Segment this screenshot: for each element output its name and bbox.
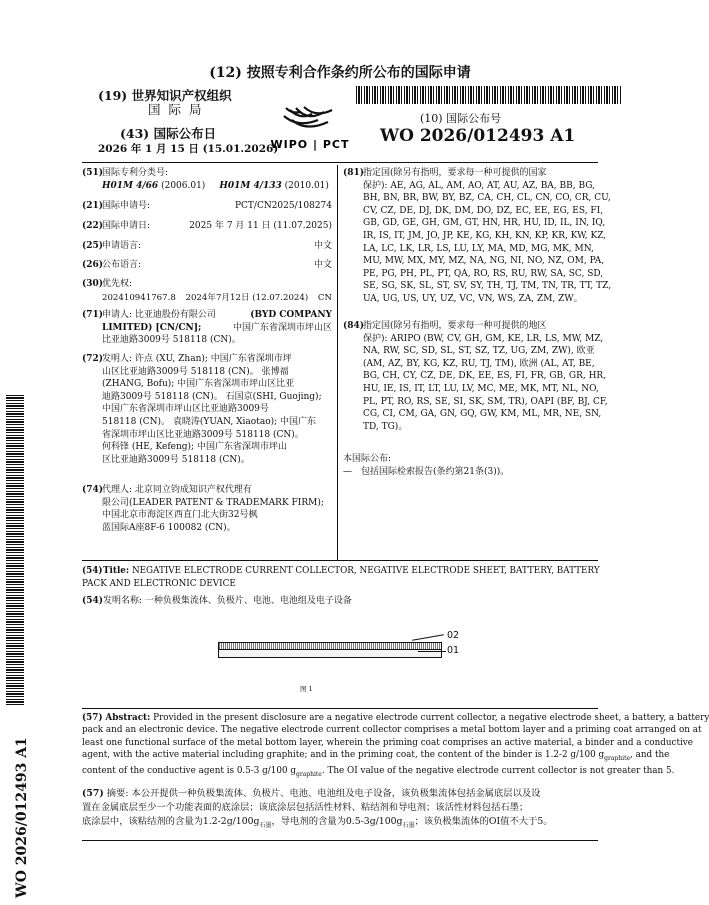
logo-text: WIPO | PCT <box>270 138 350 151</box>
field-line: PL, PT, RO, RS, SE, SI, SK, SM, TR), OAPI (BF, BJ, CF, <box>363 396 608 407</box>
abstract-line: agent, with the active material including graphite; and in the priming coat, the content of the binder is 1.2-2 g/100 g <box>82 750 605 761</box>
field-number: (71) <box>82 310 104 320</box>
field-line: 中国广东省深圳市坪山区比亚迪路3009号 <box>102 404 269 415</box>
title-cn-label: 发明名称: <box>103 596 143 606</box>
field-30-priority <box>82 278 332 304</box>
field-line: 保护): AE, AG, AL, AM, AO, AT, AU, AZ, BA, BB, BG, <box>363 180 595 191</box>
publication-number: WO 2026/012493 A1 <box>380 126 576 146</box>
field-line: 指定国(除另有指明，要求每一种可提供的地区 <box>363 321 547 331</box>
priority-country: CN <box>317 293 332 303</box>
subscript: 石墨 <box>259 821 272 829</box>
field-74-agent <box>82 484 332 536</box>
applicant-name-en-cont: LIMITED) [CN/CN]; <box>102 322 202 333</box>
field-line: 518118 (CN)。 袁晓涛(YUAN, Xiaotao); 中国广东 <box>102 416 317 427</box>
field-line: 区比亚迪路3009号 518118 (CN)。 <box>102 454 250 465</box>
field-line: (AM, AZ, BY, KG, KZ, RU, TJ, TM), 欧洲 (AL, AT, BE, <box>363 358 595 369</box>
field-line: 限公司(LEADER PATENT & TRADEMARK FIRM); <box>102 497 324 508</box>
field-line: NA, RW, SC, SD, SL, ST, SZ, TZ, UG, ZM, ZW), 欧亚 <box>363 346 595 357</box>
field-line: SE, SG, SK, SL, ST, SV, SY, TH, TJ, TM, TN, TR, TT, TZ, <box>363 281 612 292</box>
field-number: (81) <box>343 168 365 178</box>
field-label: 申请语言: <box>102 241 142 251</box>
title-label: Title: <box>103 566 130 576</box>
document-title: (12) 按照专利合作条约所公布的国际申请 <box>209 65 471 81</box>
field-84-designated-states-regional <box>343 320 608 438</box>
abstract-line: Provided in the present disclosure are a negative electrode current collector, a negative electrode sheet, a battery, a battery <box>153 713 709 723</box>
field-line: 发明人: 许点 (XU, Zhan); 中国广东省深圳市坪 <box>102 354 292 364</box>
abstract-cn <box>82 787 598 833</box>
applicant-address-cont: 比亚迪路3009号 518118 (CN)。 <box>102 335 241 346</box>
field-22-filing-date <box>82 220 332 233</box>
field-number: (54) <box>82 596 104 606</box>
field-line: PE, PG, PH, PL, PT, QA, RO, RS, RU, RW, SA, SC, SD, <box>363 268 604 279</box>
leader-line-02 <box>412 634 444 641</box>
field-line: TD, TG)。 <box>363 421 408 432</box>
field-line: LA, LC, LK, LR, LS, LU, LY, MA, MD, MG, MK, MN, <box>363 243 594 254</box>
abstract-divider <box>82 840 598 841</box>
applicant-name-en: (BYD COMPANY <box>250 310 332 320</box>
field-line: MU, MW, MX, MY, MZ, NA, NG, NI, NO, NZ, OM, PA, <box>363 256 605 267</box>
field-line: 迪路3009号 518118 (CN)。 石国京(SHI, Guojing); <box>102 391 322 402</box>
title-cn: 一种负极集流体、负极片、电池、电池组及电子设备 <box>144 596 352 606</box>
field-line: 山区比亚迪路3009号 518118 (CN)。 张博福 <box>102 366 289 377</box>
field-line: GB, GD, GE, GH, GM, GT, HN, HR, HU, ID, IL, IN, IQ, <box>363 218 606 229</box>
metal-bottom-layer <box>219 650 441 657</box>
field-value: 2025 年 7 月 11 日 (11.07.2025) <box>189 221 332 231</box>
field-number: (25) <box>82 241 104 251</box>
applicant-name-cn: 申请人: 比亚迪股份有限公司 <box>102 310 216 320</box>
figure-current-collector <box>218 642 442 658</box>
field-line: IR, IS, IT, JM, JO, JP, KE, KG, KH, KN, KP, KR, KW, KZ, <box>363 230 607 241</box>
field-54-title-cn <box>82 595 598 609</box>
field-number: (22) <box>82 221 104 231</box>
field-72-inventors <box>82 353 332 469</box>
priming-coat-layer <box>219 643 441 650</box>
title-en-line2: PACK AND ELECTRONIC DEVICE <box>82 578 236 589</box>
wipo-logo <box>270 104 350 154</box>
field-line: 蓝国际A座8F-6 100082 (CN)。 <box>102 522 236 533</box>
field-label: 公布语言: <box>102 260 142 270</box>
abstract-line: 置在金属底层至少一个功能表面的底涂层；该底涂层包括活性材料、粘结剂和导电剂；该活性材料包括石墨； <box>82 802 529 813</box>
figure-divider <box>82 708 598 709</box>
abstract-line: ，导电剂的含量为0.5-3g/100g <box>271 816 403 827</box>
field-label: 国际专利分类号: <box>102 168 169 178</box>
field-line: UA, UG, US, UY, UZ, VC, VN, WS, ZA, ZM, ZW。 <box>363 293 583 304</box>
field-21-application-number <box>82 200 332 213</box>
abstract-line-end: . The OI value of the negative electrode current collector is not greater than 5. <box>321 766 675 777</box>
figure-caption: 图 1 <box>300 685 313 693</box>
field-25-filing-language <box>82 240 332 253</box>
published-with <box>343 453 599 481</box>
published-label: 本国际公布: <box>343 454 392 464</box>
figure-label-02: 02 <box>447 630 460 641</box>
field-number: (72) <box>82 354 104 364</box>
top-barcode <box>356 86 622 104</box>
field-51-classification <box>82 167 332 193</box>
abstract-line: pack and an electronic device. The negative electrode current collector comprises a metal bottom layer and a priming coat arranged on at <box>82 725 702 736</box>
field-value: 中文 <box>313 260 332 270</box>
priority-application-number: 202410941767.8 <box>102 293 176 303</box>
field-label: 国际申请日: <box>102 221 151 231</box>
applicant-address: 中国广东省深圳市坪山区 <box>232 322 332 333</box>
field-label: 优先权: <box>102 279 133 289</box>
field-line: 指定国(除另有指明，要求每一种可提供的国家 <box>363 168 547 178</box>
field-number: (51) <box>82 168 104 178</box>
field-number: (21) <box>82 201 104 211</box>
field-value: PCT/CN2025/108274 <box>234 201 332 211</box>
title-en-line1: NEGATIVE ELECTRODE CURRENT COLLECTOR, NEGATIVE ELECTRODE SHEET, BATTERY, BATTERY <box>131 566 600 576</box>
field-value: 中文 <box>313 241 332 251</box>
field-line: 何科锋 (HE, Kefeng); 中国广东省深圳市坪山 <box>102 442 287 453</box>
abstract-line-end: , and the <box>630 750 670 761</box>
field-line: CV, CZ, DE, DJ, DK, DM, DO, DZ, EC, EE, EG, ES, FI, <box>363 205 604 216</box>
ipc-class-1: H01M 4/66 <box>102 180 159 191</box>
field-line: 中国北京市海淀区西直门北大街32号枫 <box>102 510 258 521</box>
subscript: 石墨 <box>402 821 415 829</box>
side-publication-number: WO 2026/012493 A1 <box>14 737 30 898</box>
field-number: (26) <box>82 260 104 270</box>
column-divider <box>337 165 338 560</box>
abstract-line: content of the conductive agent is 0.5-3 g/100 g <box>82 766 296 777</box>
figure-label-01: 01 <box>447 645 460 656</box>
field-line: (ZHANG, Bofu); 中国广东省深圳市坪山区比亚 <box>102 379 295 390</box>
subscript: graphite <box>295 771 322 779</box>
biblio-divider <box>82 560 598 561</box>
field-71-applicant <box>82 309 332 349</box>
field-line: BG, CH, CY, CZ, DE, DK, EE, ES, FI, FR, GB, GR, HR, <box>363 371 607 382</box>
published-item: — 包括国际检索报告(条约第21条(3))。 <box>343 466 510 477</box>
leader-line-01 <box>418 651 446 652</box>
side-barcode <box>6 395 24 705</box>
abstract-number: (57) <box>82 788 104 799</box>
subscript: graphite <box>604 754 631 762</box>
abstract-line-end: ；该负极集流体的OI值不大于5。 <box>414 816 553 827</box>
ipc-class-1-date: (2006.01) <box>161 180 206 191</box>
abstract-number: (57) <box>82 713 103 723</box>
field-line: 省深圳市坪山区比亚迪路3009号 518118 (CN)。 <box>102 429 304 440</box>
field-number: (74) <box>82 485 104 495</box>
abstract-line: least one functional surface of the metal bottom layer, wherein the priming coat comprises an active material, a binder and a conductive <box>82 737 693 748</box>
header-divider <box>82 162 598 163</box>
field-number: (30) <box>82 279 104 289</box>
organization-bureau: 国 际 局 <box>148 102 204 117</box>
field-line: BH, BN, BR, BW, BY, BZ, CA, CH, CL, CN, CO, CR, CU, <box>363 193 611 204</box>
field-line: 保护): ARIPO (BW, CV, GH, GM, KE, LR, LS, MW, MZ, <box>363 333 604 344</box>
publication-date-value: 2026 年 1 月 15 日 (15.01.2026) <box>98 143 279 155</box>
field-81-designated-states-national <box>343 167 612 309</box>
field-label: 国际申请号: <box>102 201 151 211</box>
ipc-class-2: H01M 4/133 <box>219 180 282 191</box>
abstract-line: 摘要: 本公开提供一种负极集流体、负极片、电池、电池组及电子设备，该负极集流体包括金属底层以及设 <box>106 788 541 799</box>
field-54-title-en <box>82 565 598 591</box>
field-26-publication-language <box>82 259 332 272</box>
field-line: 代理人: 北京同立钧成知识产权代理有 <box>102 485 252 495</box>
publication-date-label: (43) 国际公布日 <box>120 126 217 141</box>
abstract-line: 底涂层中，该粘结剂的含量为1.2-2g/100g <box>82 816 260 827</box>
abstract-label: Abstract: <box>105 713 151 723</box>
field-line: CG, CI, CM, GA, GN, GQ, GW, KM, ML, MR, NE, SN, <box>363 409 602 420</box>
field-number: (84) <box>343 321 365 331</box>
organization-name: (19) 世界知识产权组织 <box>98 88 232 103</box>
ipc-class-2-date: (2010.01) <box>284 180 329 191</box>
field-line: HU, IE, IS, IT, LT, LU, LV, MC, ME, MK, MT, NL, NO, <box>363 383 599 394</box>
field-number: (54) <box>82 566 103 576</box>
abstract-en <box>82 712 709 782</box>
priority-date: 2024年7月12日 (12.07.2024) <box>185 293 309 303</box>
publication-number-label: (10) 国际公布号 <box>420 112 502 125</box>
